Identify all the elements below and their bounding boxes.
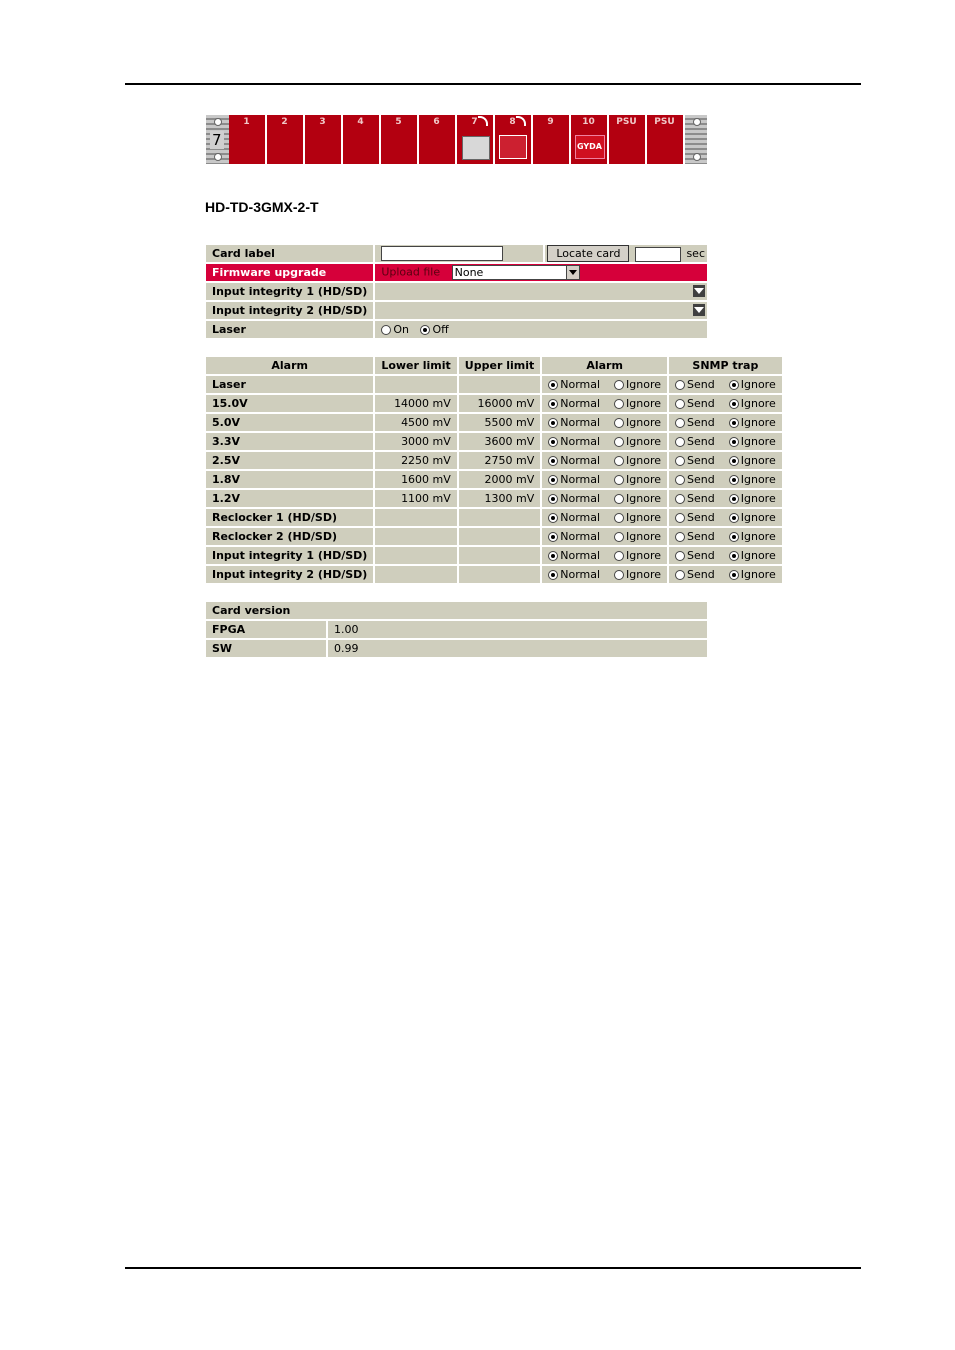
rack-slot[interactable]: [647, 115, 683, 164]
normal-label: Normal: [560, 492, 601, 505]
alarm-ignore-radio[interactable]: [614, 380, 624, 390]
alarm-mode-cell: [542, 452, 667, 469]
lower-limit: 3000 mV: [375, 433, 456, 450]
snmp-trap-cell: [669, 452, 782, 469]
lower-limit: 1600 mV: [375, 471, 456, 488]
slot-label: 5: [395, 117, 402, 127]
locate-seconds-input[interactable]: [635, 247, 681, 262]
table-row: [206, 509, 782, 526]
ignore-label: Ignore: [626, 568, 662, 581]
snmp-ignore-radio[interactable]: [729, 532, 739, 542]
card-label-label: Card label: [206, 245, 373, 262]
normal-label: Normal: [560, 568, 601, 581]
snmp-ignore-radio[interactable]: [729, 494, 739, 504]
upper-limit: 5500 mV: [459, 414, 540, 431]
alarm-name: 5.0V: [206, 414, 373, 431]
ignore-label: Ignore: [626, 549, 662, 562]
header-alarm: Alarm: [206, 357, 373, 374]
alarm-mode-cell: [542, 414, 667, 431]
locate-card-button[interactable]: Locate card: [547, 245, 629, 262]
table-row: [206, 452, 782, 469]
screw-icon: [693, 118, 701, 126]
send-label: Send: [687, 492, 715, 505]
screw-icon: [693, 153, 701, 161]
rack-slot[interactable]: [267, 115, 303, 164]
sw-label: SW: [206, 640, 326, 657]
snmp-send-radio[interactable]: [675, 570, 685, 580]
normal-label: Normal: [560, 435, 601, 448]
snmp-trap-cell: [669, 395, 782, 412]
fpga-value: 1.00: [328, 621, 707, 638]
upper-limit: [459, 509, 540, 526]
upload-file-select[interactable]: [452, 265, 580, 280]
header-snmp-trap: SNMP trap: [669, 357, 782, 374]
table-row: [206, 547, 782, 564]
alarm-name: Reclocker 1 (HD/SD): [206, 509, 373, 526]
firmware-upgrade-label: Firmware upgrade: [206, 264, 373, 281]
normal-label: Normal: [560, 549, 601, 562]
settings-table: [204, 243, 709, 340]
snmp-send-radio[interactable]: [675, 380, 685, 390]
header-alarm-mode: Alarm: [542, 357, 667, 374]
lower-limit: 14000 mV: [375, 395, 456, 412]
input-integrity-1-dropdown[interactable]: [375, 283, 707, 300]
ignore-label: Ignore: [740, 435, 776, 448]
upper-limit: 3600 mV: [459, 433, 540, 450]
lower-limit: 1100 mV: [375, 490, 456, 507]
alarm-mode-cell: [542, 376, 667, 393]
send-label: Send: [687, 511, 715, 524]
snmp-ignore-radio[interactable]: [729, 437, 739, 447]
laser-off-label: Off: [432, 323, 449, 336]
slot-label: 2: [281, 117, 288, 127]
alarm-normal-radio[interactable]: [548, 418, 558, 428]
ignore-label: Ignore: [740, 568, 776, 581]
ignore-label: Ignore: [740, 397, 776, 410]
upper-limit: [459, 376, 540, 393]
snmp-send-radio[interactable]: [675, 475, 685, 485]
upper-limit: 2750 mV: [459, 452, 540, 469]
input-integrity-2-dropdown[interactable]: [375, 302, 707, 319]
slot-label: PSU: [654, 117, 675, 127]
ignore-label: Ignore: [740, 454, 776, 467]
slot-label: 7: [471, 117, 478, 127]
fpga-label: FPGA: [206, 621, 326, 638]
alarm-normal-radio[interactable]: [548, 551, 558, 561]
normal-label: Normal: [560, 397, 601, 410]
laser-on-label: On: [393, 323, 409, 336]
snmp-send-radio[interactable]: [675, 437, 685, 447]
alarm-mode-cell: [542, 471, 667, 488]
alarm-mode-cell: [542, 566, 667, 583]
slot-label: PSU: [616, 117, 637, 127]
alarm-normal-radio[interactable]: [548, 380, 558, 390]
snmp-trap-cell: [669, 528, 782, 545]
normal-label: Normal: [560, 473, 601, 486]
ignore-label: Ignore: [626, 530, 662, 543]
normal-label: Normal: [560, 511, 601, 524]
slot-label: 9: [547, 117, 554, 127]
alarm-name: 2.5V: [206, 452, 373, 469]
chevron-down-icon[interactable]: [693, 304, 705, 316]
snmp-trap-cell: [669, 433, 782, 450]
alarm-ignore-radio[interactable]: [614, 399, 624, 409]
laser-label: Laser: [206, 321, 373, 338]
snmp-ignore-radio[interactable]: [729, 418, 739, 428]
rack-left-end: [206, 115, 229, 164]
send-label: Send: [687, 397, 715, 410]
slot-label: 4: [357, 117, 364, 127]
upper-limit: 16000 mV: [459, 395, 540, 412]
ignore-label: Ignore: [626, 511, 662, 524]
alarm-name: Laser: [206, 376, 373, 393]
ignore-label: Ignore: [740, 530, 776, 543]
snmp-trap-cell: [669, 509, 782, 526]
ignore-label: Ignore: [740, 473, 776, 486]
snmp-ignore-radio[interactable]: [729, 456, 739, 466]
lower-limit: [375, 509, 456, 526]
snmp-send-radio[interactable]: [675, 532, 685, 542]
rack-number: 7: [212, 131, 222, 149]
send-label: Send: [687, 416, 715, 429]
snmp-ignore-radio[interactable]: [729, 399, 739, 409]
snmp-send-radio[interactable]: [675, 494, 685, 504]
upper-limit: 1300 mV: [459, 490, 540, 507]
upper-limit: [459, 547, 540, 564]
alarm-ignore-radio[interactable]: [614, 475, 624, 485]
normal-label: Normal: [560, 416, 601, 429]
ignore-label: Ignore: [740, 511, 776, 524]
slot-label: 10: [582, 117, 595, 127]
ignore-label: Ignore: [740, 378, 776, 391]
card-label-input[interactable]: [381, 246, 503, 261]
alarm-ignore-radio[interactable]: [614, 437, 624, 447]
send-label: Send: [687, 530, 715, 543]
snmp-trap-cell: [669, 414, 782, 431]
snmp-trap-cell: [669, 471, 782, 488]
snmp-ignore-radio[interactable]: [729, 380, 739, 390]
alarm-name: 15.0V: [206, 395, 373, 412]
snmp-ignore-radio[interactable]: [729, 570, 739, 580]
snmp-trap-cell: [669, 547, 782, 564]
slot-label: 3: [319, 117, 326, 127]
upper-limit: [459, 566, 540, 583]
ignore-label: Ignore: [626, 454, 662, 467]
input-integrity-1-label: Input integrity 1 (HD/SD): [206, 283, 373, 300]
send-label: Send: [687, 378, 715, 391]
snmp-trap-cell: [669, 376, 782, 393]
upload-selected-value: None: [454, 266, 484, 279]
lower-limit: [375, 566, 456, 583]
alarm-table: [204, 355, 784, 585]
alarm-normal-radio[interactable]: [548, 475, 558, 485]
input-integrity-2-label: Input integrity 2 (HD/SD): [206, 302, 373, 319]
upper-limit: 2000 mV: [459, 471, 540, 488]
alarm-ignore-radio[interactable]: [614, 456, 624, 466]
alarm-name: Reclocker 2 (HD/SD): [206, 528, 373, 545]
send-label: Send: [687, 454, 715, 467]
sec-label: sec: [686, 247, 705, 260]
laser-off-radio[interactable]: [420, 325, 430, 335]
card-module-icon: [462, 136, 490, 160]
send-label: Send: [687, 473, 715, 486]
card-version-table: [204, 600, 709, 659]
ignore-label: Ignore: [740, 549, 776, 562]
alarm-ignore-radio[interactable]: [614, 513, 624, 523]
send-label: Send: [687, 568, 715, 581]
slot-label: 8: [509, 117, 516, 127]
rack-slot[interactable]: [533, 115, 569, 164]
rack-right-end: [685, 115, 708, 164]
alarm-normal-radio[interactable]: [548, 456, 558, 466]
gyda-logo: GYDA: [575, 135, 605, 159]
lower-limit: [375, 528, 456, 545]
alarm-ignore-radio[interactable]: [614, 532, 624, 542]
alarm-mode-cell: [542, 509, 667, 526]
top-rule: [125, 83, 861, 85]
alarm-name: Input integrity 1 (HD/SD): [206, 547, 373, 564]
rack-slot[interactable]: [571, 115, 607, 164]
slot-label: 1: [243, 117, 250, 127]
screw-icon: [214, 153, 222, 161]
rack-strip: [206, 115, 707, 164]
screw-icon: [214, 118, 222, 126]
alarm-normal-radio[interactable]: [548, 494, 558, 504]
chevron-down-icon[interactable]: [566, 266, 579, 279]
table-row: [206, 490, 782, 507]
normal-label: Normal: [560, 530, 601, 543]
ignore-label: Ignore: [626, 416, 662, 429]
table-row: [206, 528, 782, 545]
header-upper-limit: Upper limit: [459, 357, 540, 374]
alarm-ignore-radio[interactable]: [614, 551, 624, 561]
ignore-label: Ignore: [626, 435, 662, 448]
alarm-mode-cell: [542, 395, 667, 412]
send-label: Send: [687, 435, 715, 448]
normal-label: Normal: [560, 454, 601, 467]
ignore-label: Ignore: [740, 492, 776, 505]
alarm-ignore-radio[interactable]: [614, 418, 624, 428]
upload-file-label: Upload file: [381, 265, 441, 279]
table-row: [206, 471, 782, 488]
rack-slot[interactable]: [495, 115, 531, 164]
alarm-mode-cell: [542, 433, 667, 450]
snmp-send-radio[interactable]: [675, 456, 685, 466]
ignore-label: Ignore: [626, 378, 662, 391]
sw-value: 0.99: [328, 640, 707, 657]
snmp-trap-cell: [669, 566, 782, 583]
alarm-mode-cell: [542, 547, 667, 564]
alarm-name: 1.2V: [206, 490, 373, 507]
card-route-icon: [499, 135, 527, 159]
slot-label: 6: [433, 117, 440, 127]
ignore-label: Ignore: [626, 492, 662, 505]
send-label: Send: [687, 549, 715, 562]
alarm-normal-radio[interactable]: [548, 513, 558, 523]
table-row: [206, 395, 782, 412]
ignore-label: Ignore: [740, 416, 776, 429]
lower-limit: 2250 mV: [375, 452, 456, 469]
card-title: HD-TD-3GMX-2-T: [205, 199, 319, 215]
alarm-name: 1.8V: [206, 471, 373, 488]
rack-slot[interactable]: [229, 115, 265, 164]
snmp-send-radio[interactable]: [675, 551, 685, 561]
rack-slot[interactable]: [419, 115, 455, 164]
snmp-trap-cell: [669, 490, 782, 507]
chevron-down-icon[interactable]: [693, 285, 705, 297]
alarm-mode-cell: [542, 528, 667, 545]
alarm-normal-radio[interactable]: [548, 399, 558, 409]
lower-limit: [375, 376, 456, 393]
card-version-header: Card version: [206, 602, 707, 619]
lower-limit: 4500 mV: [375, 414, 456, 431]
alarm-mode-cell: [542, 490, 667, 507]
alarm-name: Input integrity 2 (HD/SD): [206, 566, 373, 583]
table-row: [206, 376, 782, 393]
header-lower-limit: Lower limit: [375, 357, 456, 374]
alarm-ignore-radio[interactable]: [614, 494, 624, 504]
snmp-send-radio[interactable]: [675, 513, 685, 523]
rack-slot[interactable]: [305, 115, 341, 164]
alarm-normal-radio[interactable]: [548, 532, 558, 542]
snmp-send-radio[interactable]: [675, 418, 685, 428]
rack-slot[interactable]: [609, 115, 645, 164]
table-row: [206, 433, 782, 450]
snmp-send-radio[interactable]: [675, 399, 685, 409]
ignore-label: Ignore: [626, 397, 662, 410]
alarm-normal-radio[interactable]: [548, 570, 558, 580]
bottom-rule: [125, 1267, 861, 1269]
rack-slot[interactable]: [381, 115, 417, 164]
upper-limit: [459, 528, 540, 545]
alarm-name: 3.3V: [206, 433, 373, 450]
table-row: [206, 414, 782, 431]
table-row: [206, 566, 782, 583]
alarm-normal-radio[interactable]: [548, 437, 558, 447]
ignore-label: Ignore: [626, 473, 662, 486]
rack-slot[interactable]: [343, 115, 379, 164]
snmp-ignore-radio[interactable]: [729, 475, 739, 485]
normal-label: Normal: [560, 378, 601, 391]
snmp-ignore-radio[interactable]: [729, 551, 739, 561]
lower-limit: [375, 547, 456, 564]
alarm-ignore-radio[interactable]: [614, 570, 624, 580]
snmp-ignore-radio[interactable]: [729, 513, 739, 523]
rack-slot[interactable]: [457, 115, 493, 164]
laser-on-radio[interactable]: [381, 325, 391, 335]
